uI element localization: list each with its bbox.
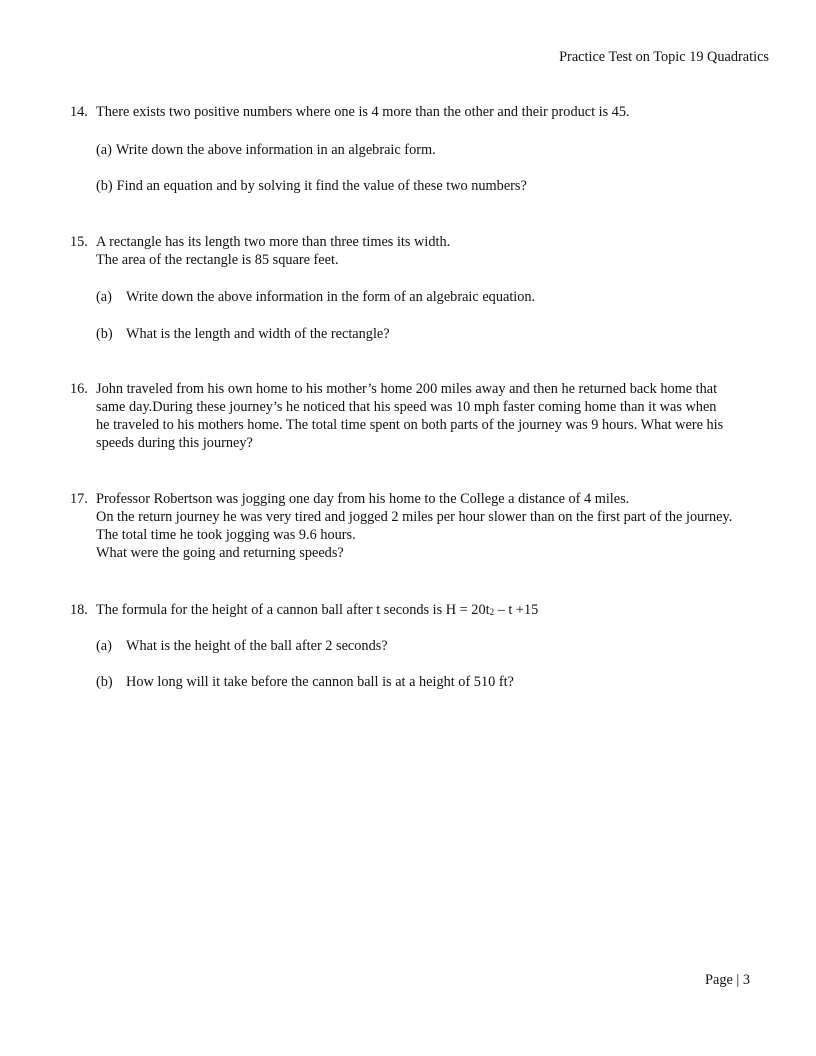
question-number: 16.: [70, 381, 88, 397]
page-number: Page | 3: [705, 972, 750, 988]
question-number: 17.: [70, 491, 88, 507]
question-18: [70, 601, 815, 620]
question-number: 14.: [70, 104, 88, 120]
question-14-part-a: [96, 141, 436, 159]
exponent: 2: [489, 607, 495, 617]
question-text: speeds during this journey?: [96, 435, 253, 451]
part-text: Find an equation and by solving it find the value of these two numbers?: [116, 178, 527, 194]
question-16: [70, 380, 815, 452]
question-18-part-a: [96, 637, 388, 655]
question-text: On the return journey he was very tired and jogged 2 miles per hour slower than on the first part of the journey.: [96, 509, 733, 525]
part-label: (a): [96, 638, 112, 654]
part-label: (b): [96, 178, 113, 194]
question-text: same day.During these journey’s he noticed that his speed was 10 mph faster coming home than it was when: [96, 399, 717, 415]
part-text: Write down the above information in the form of an algebraic equation.: [126, 289, 536, 305]
part-text: Write down the above information in an algebraic form.: [115, 142, 436, 158]
part-label: (b): [96, 674, 113, 690]
question-text: What were the going and returning speeds?: [96, 545, 344, 561]
question-number: 18.: [70, 602, 88, 618]
question-text: John traveled from his own home to his mother’s home 200 miles away and then he returned back home that: [96, 381, 718, 397]
question-18-part-b: [96, 673, 514, 691]
question-text: The area of the rectangle is 85 square feet.: [96, 252, 339, 268]
question-14-part-b: [96, 177, 527, 195]
question-text: he traveled to his mothers home. The total time spent on both parts of the journey was 9 hours. What were his: [96, 417, 724, 433]
question-17: [70, 490, 815, 562]
part-label: (a): [96, 289, 112, 305]
question-text: The formula for the height of a cannon ball after t seconds is H = 20t: [96, 602, 490, 618]
question-15: [70, 233, 815, 269]
part-label: (a): [96, 142, 112, 158]
question-text: Professor Robertson was jogging one day from his home to the College a distance of 4 miles.: [96, 491, 630, 507]
question-15-part-a: [96, 288, 535, 306]
part-text: What is the height of the ball after 2 seconds?: [126, 638, 388, 654]
question-text: A rectangle has its length two more than three times its width.: [96, 234, 451, 250]
question-15-part-b: [96, 325, 390, 343]
part-text: What is the length and width of the rectangle?: [126, 326, 390, 342]
part-text: How long will it take before the cannon ball is at a height of 510 ft?: [126, 674, 514, 690]
question-text-continued: – t +15: [494, 602, 539, 618]
question-text: There exists two positive numbers where one is 4 more than the other and their product is 45.: [96, 104, 630, 120]
page-header-title: Practice Test on Topic 19 Quadratics: [559, 49, 769, 65]
part-label: (b): [96, 326, 113, 342]
question-14: [70, 103, 815, 121]
question-text: The total time he took jogging was 9.6 hours.: [96, 527, 356, 543]
question-number: 15.: [70, 234, 88, 250]
